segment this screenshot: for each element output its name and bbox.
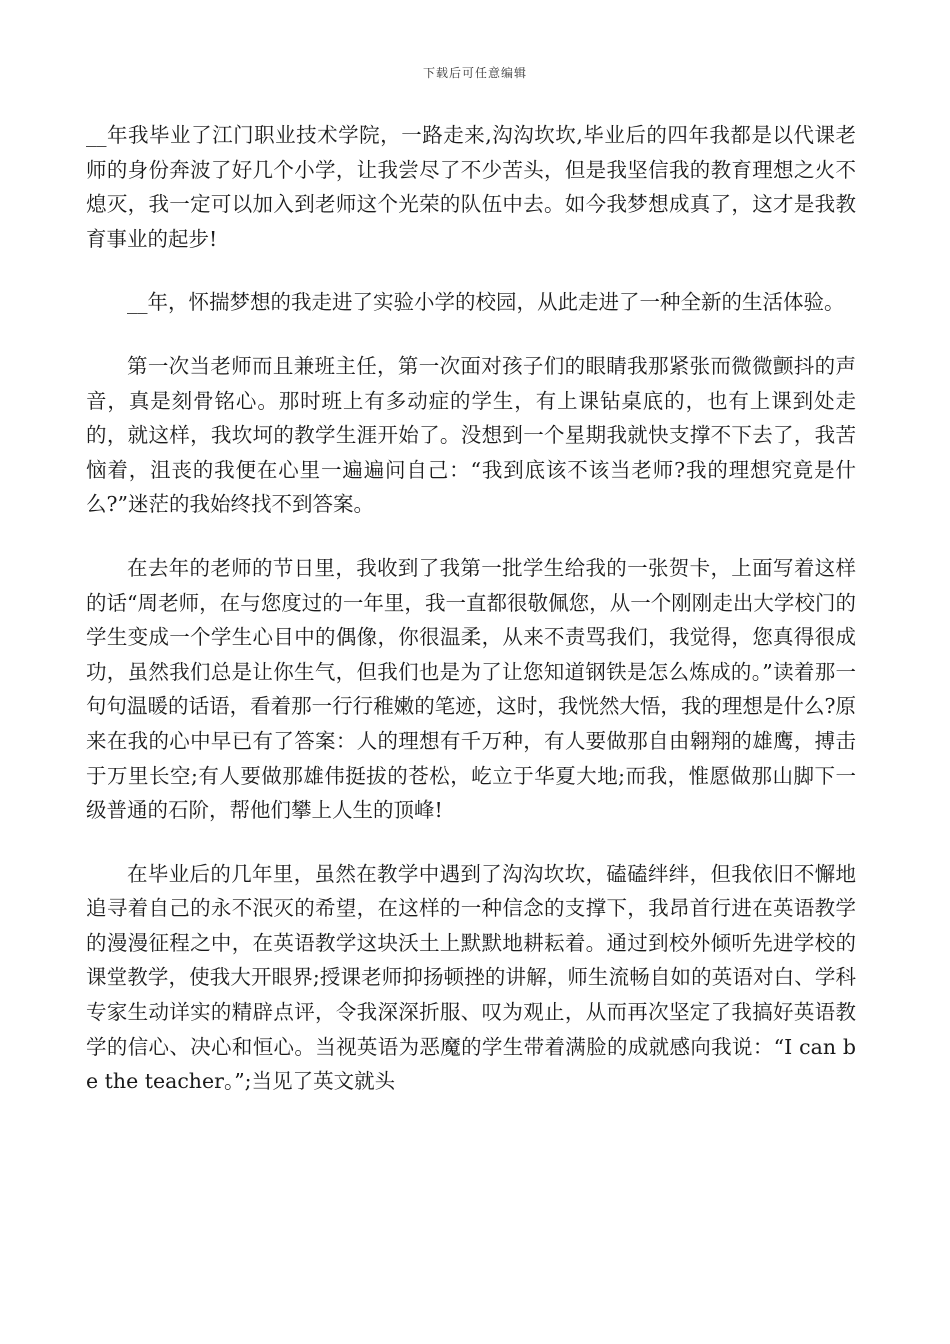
page-header-note: 下载后可任意编辑 [422,66,527,80]
paragraph-english-teaching: 在毕业后的几年里，虽然在教学中遇到了沟沟坎坎，磕磕绊绊，但我依旧不懈地追寻着自己的永不泯灭的希望，在这样的一种信念的支撑下，我昂首行进在英语教学的漫漫征程之中，在英语教学这块沃土上默默地耕耘着。通过到校外倾听先进学校的课堂教学，使我大开眼界;授课老师抑扬顿挫的讲解，师生流畅自如的英语对白、学科专家生动详实的精辟点评，令我深深折服、叹为观止，从而再次坚定了我搞好英语教学的信心、决心和恒心。当视英语为恶魔的学生带着满脸的成就感向我说：“I can be the teacher。”;当见了英文就头 [86,861,856,1094]
document-body [86,118,856,1128]
paragraph-graduation: __年我毕业了江门职业技术学院，一路走来,沟沟坎坎,毕业后的四年我都是以代课老师的身份奔波了好几个小学，让我尝尽了不少苦头，但是我坚信我的教育理想之火不熄灭，我一定可以加入到老师这个光荣的队伍中去。如今我梦想成真了，这才是我教育事业的起步! [86,123,856,251]
paragraph-greeting-card: 在去年的老师的节日里，我收到了我第一批学生给我的一张贺卡，上面写着这样的话“周老师，在与您度过的一年里，我一直都很敬佩您，从一个刚刚走出大学校门的学生变成一个学生心目中的偶像，你很温柔，从来不责骂我们，我觉得，您真得很成功，虽然我们总是让你生气，但我们也是为了让您知道钢铁是怎么炼成的。”读着那一句句温暖的话语，看着那一行行稚嫩的笔迹，这时，我恍然大悟，我的理想是什么?原来在我的心中早已有了答案：人的理想有千万种，有人要做那自由翱翔的雄鹰，搏击于万里长空;有人要做那雄伟挺拔的苍松，屹立于华夏大地;而我，惟愿做那山脚下一级普通的石阶，帮他们攀上人生的顶峰! [86,555,856,823]
paragraph-entering-school: __年，怀揣梦想的我走进了实验小学的校园，从此走进了一种全新的生活体验。 [127,290,845,315]
paragraph-first-time-teacher: 第一次当老师而且兼班主任，第一次面对孩子们的眼睛我那紧张而微微颤抖的声音，真是刻骨铭心。那时班上有多动症的学生，有上课钻桌底的，也有上课到处走的，就这样，我坎坷的教学生涯开始了。没想到一个星期我就快支撑不下去了，我苦恼着，沮丧的我便在心里一遍遍问自己：“我到底该不该当老师?我的理想究竟是什么?”迷茫的我始终找不到答案。 [86,353,856,517]
